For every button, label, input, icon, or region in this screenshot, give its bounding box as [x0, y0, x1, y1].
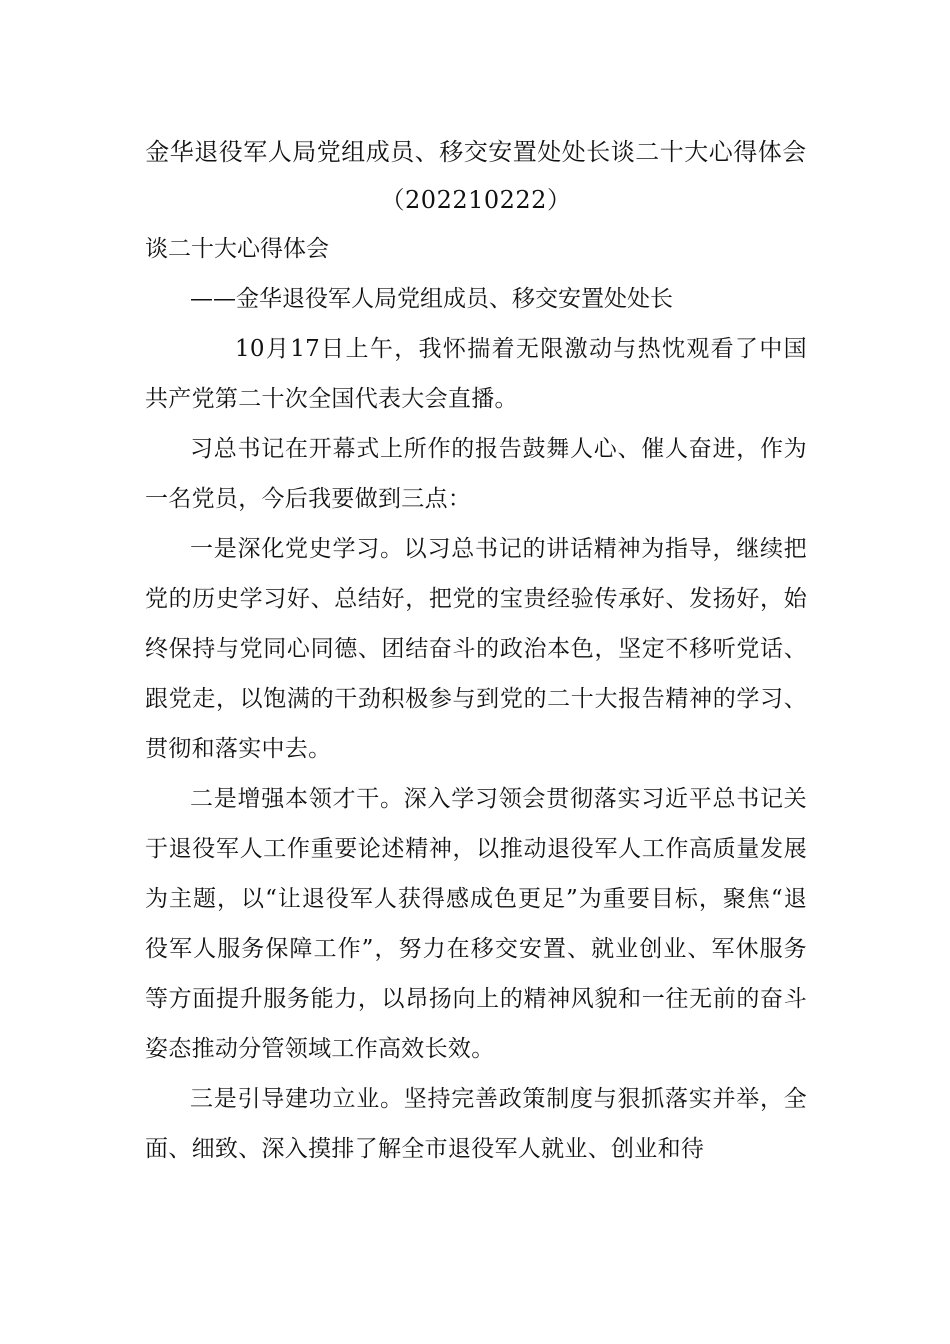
document-body: [145, 128, 807, 1174]
document-byline: ——金华退役军人局党组成员、移交安置处处长: [190, 286, 673, 312]
document-subtitle: 谈二十大心得体会: [145, 236, 329, 262]
paragraph-5: 三是引导建功立业。坚持完善政策制度与狠抓落实并举，全面、细致、深入摸排了解全市退役军人就业、创业和待: [145, 1086, 807, 1162]
paragraph-1: 10月17日上午，我怀揣着无限激动与热忱观看了中国共产党第二十次全国代表大会直播。: [145, 336, 807, 412]
paragraph-3: 一是深化党史学习。以习总书记的讲话精神为指导，继续把党的历史学习好、总结好，把党的宝贵经验传承好、发扬好，始终保持与党同心同德、团结奋斗的政治本色，坚定不移听党话、跟党走，以饱满的干劲积极参与到党的二十大报告精神的学习、贯彻和落实中去。: [145, 536, 807, 762]
document-title: 金华退役军人局党组成员、移交安置处处长谈二十大心得体会（202210222）: [145, 138, 807, 214]
paragraph-4: 二是增强本领才干。深入学习领会贯彻落实习近平总书记关于退役军人工作重要论述精神，以推动退役军人工作高质量发展为主题，以“让退役军人获得感成色更足”为重要目标，聚焦“退役军人服务保障工作”，努力在移交安置、就业创业、军休服务等方面提升服务能力，以昂扬向上的精神风貌和一往无前的奋斗姿态推动分管领域工作高效长效。: [145, 786, 807, 1062]
paragraph-2: 习总书记在开幕式上所作的报告鼓舞人心、催人奋进，作为一名党员，今后我要做到三点：: [145, 436, 807, 512]
